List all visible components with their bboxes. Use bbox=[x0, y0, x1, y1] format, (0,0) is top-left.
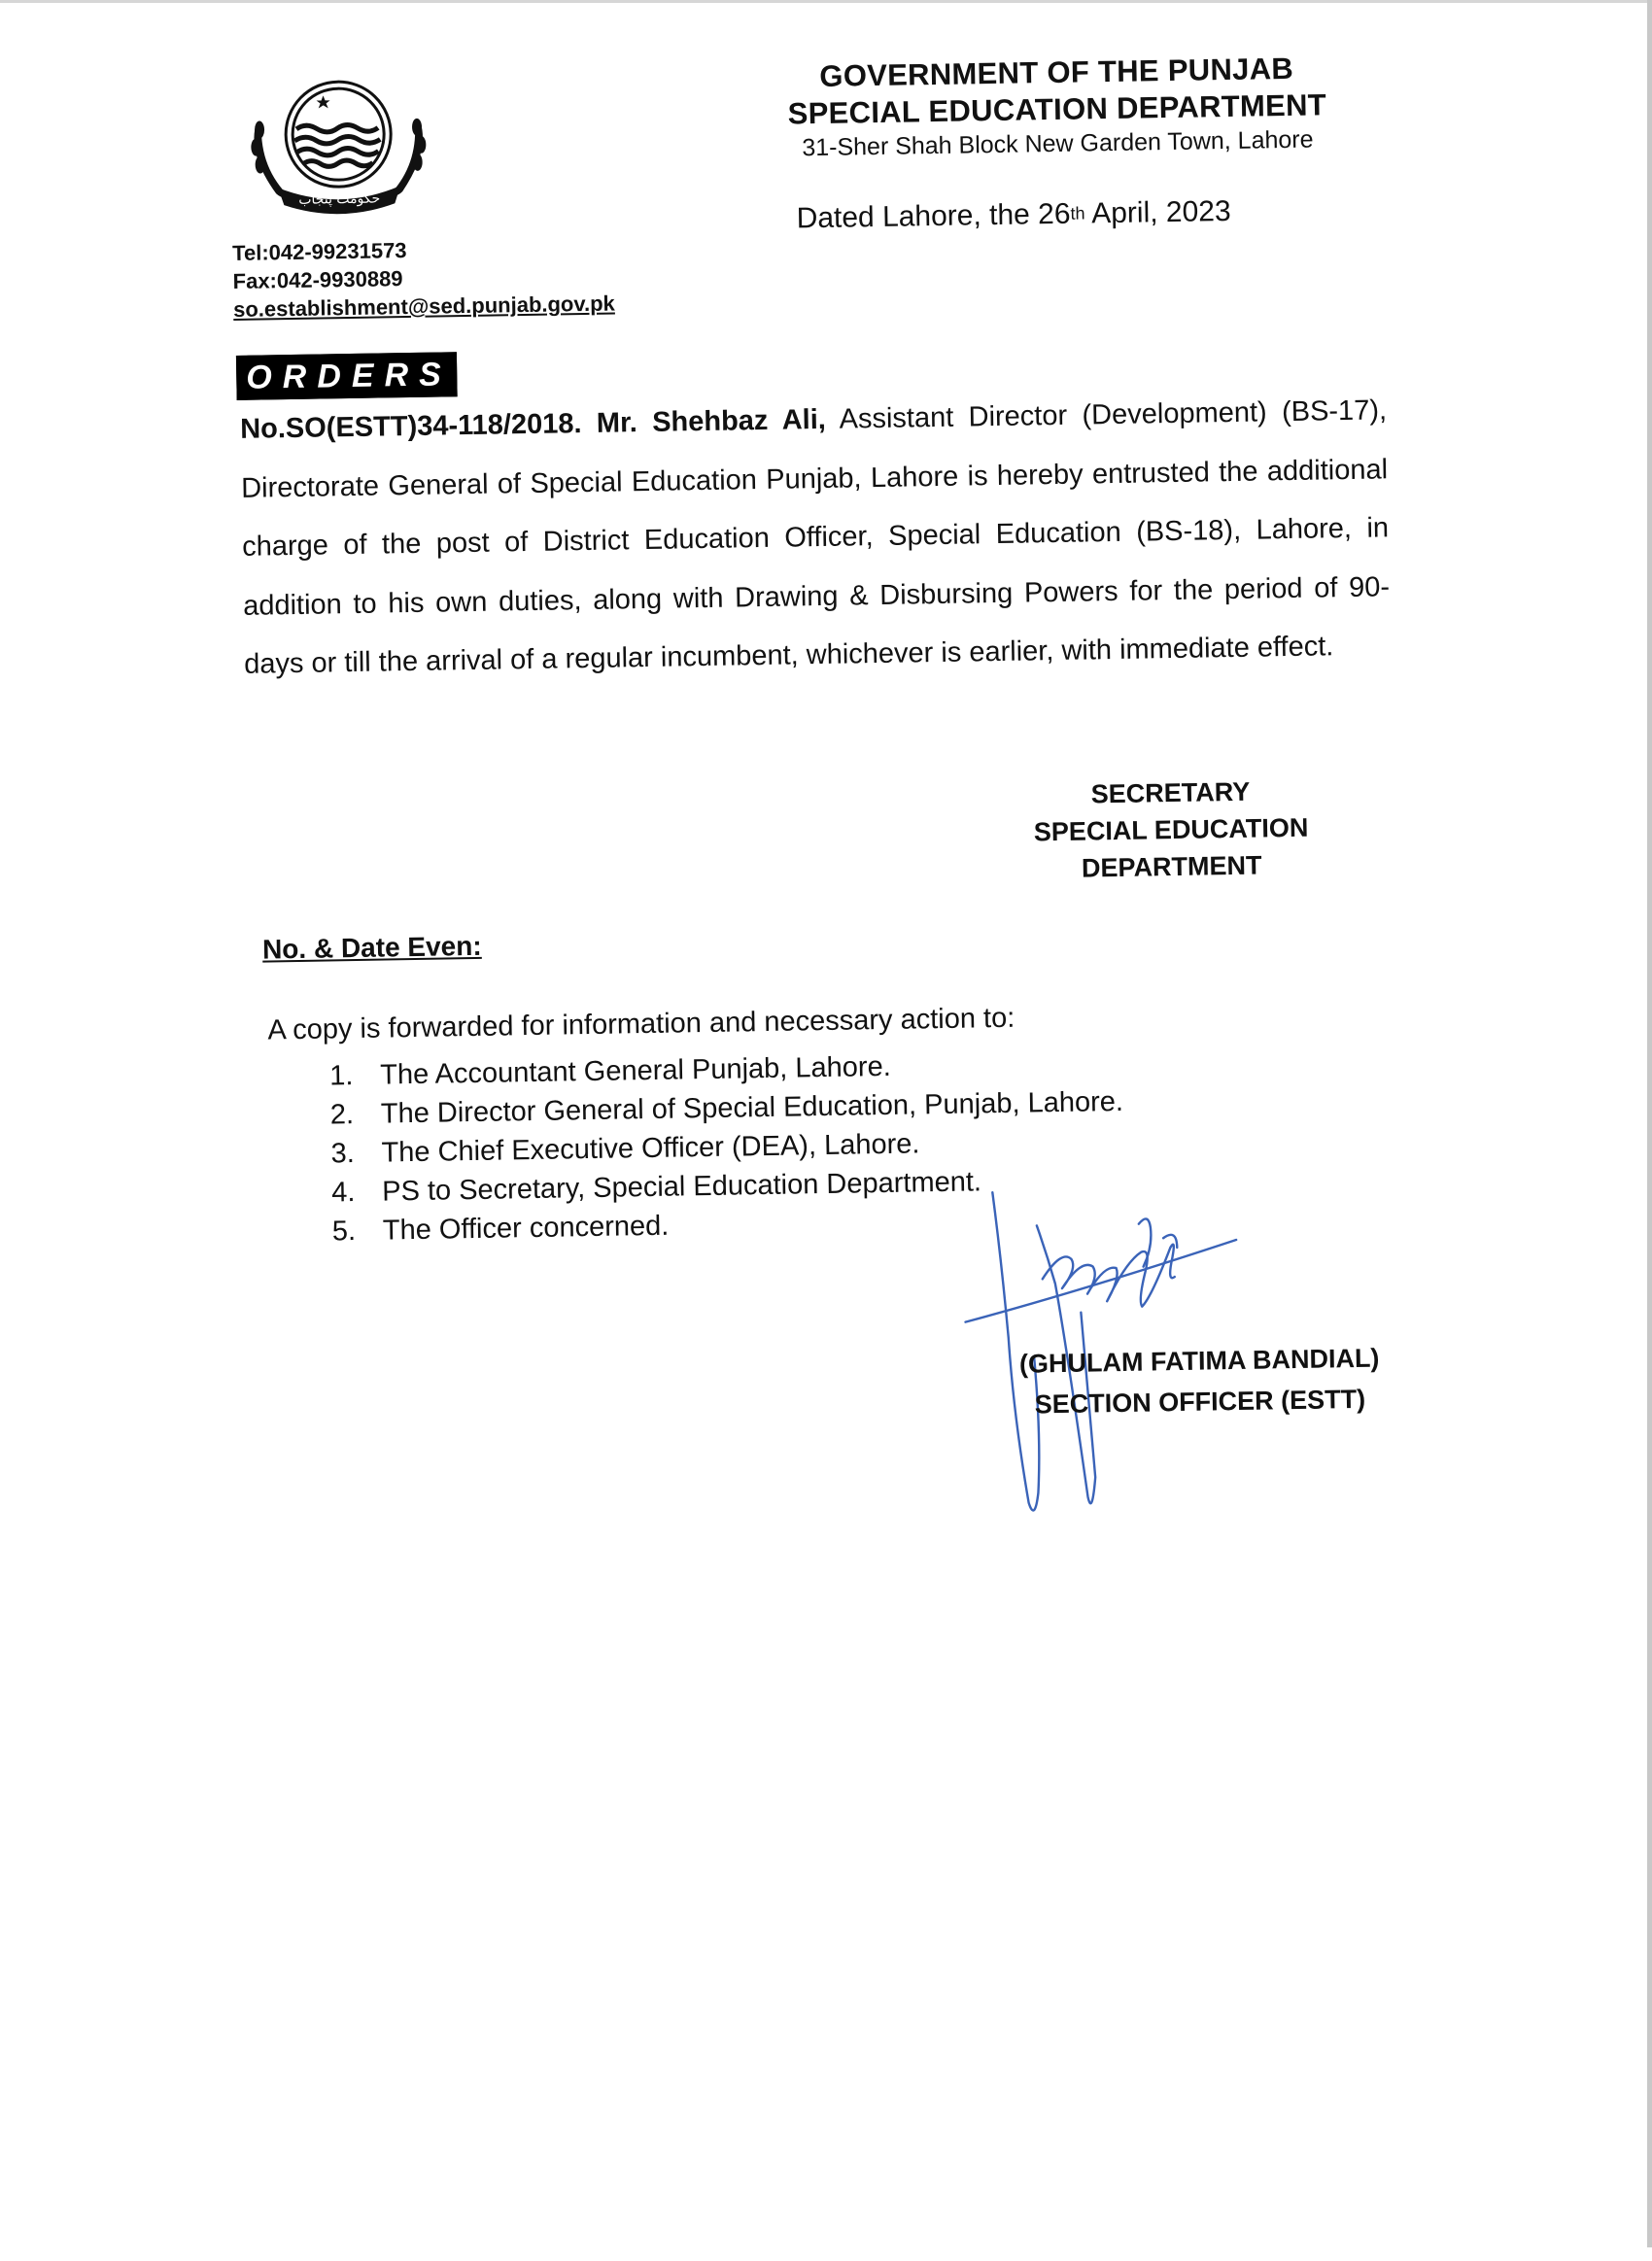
orders-heading: ORDERS bbox=[236, 352, 458, 400]
contact-block bbox=[232, 232, 615, 323]
department-address: 31-Sher Shah Block New Garden Town, Lahore bbox=[802, 125, 1314, 162]
list-text: The Accountant General Punjab, Lahore. bbox=[379, 1050, 892, 1091]
date-prefix: Dated Lahore, the 26 bbox=[796, 197, 1071, 235]
list-number: 4. bbox=[330, 1177, 356, 1209]
department-title: SPECIAL EDUCATION DEPARTMENT bbox=[787, 87, 1327, 131]
secretary-block bbox=[1005, 771, 1337, 888]
list-text: The Officer concerned. bbox=[382, 1210, 670, 1247]
list-number: 2. bbox=[329, 1099, 355, 1131]
order-reference: No.SO(ESTT)34-118/2018. bbox=[239, 408, 582, 445]
list-text: The Chief Executive Officer (DEA), Lahore. bbox=[381, 1128, 920, 1169]
letter-date bbox=[796, 195, 1231, 235]
order-body bbox=[240, 381, 1392, 694]
secretary-line-2: SPECIAL EDUCATION bbox=[1033, 812, 1309, 847]
svg-text:حکومت پنجاب: حکومت پنجاب bbox=[298, 190, 381, 208]
punjab-emblem-icon bbox=[237, 66, 440, 221]
signatory-block bbox=[985, 1337, 1414, 1425]
list-number: 1. bbox=[328, 1060, 354, 1092]
government-title: GOVERNMENT OF THE PUNJAB bbox=[819, 51, 1294, 93]
letterhead-header bbox=[736, 49, 1379, 164]
list-text: The Director General of Special Education, Punjab, Lahore. bbox=[380, 1085, 1124, 1130]
order-text: Assistant Director (Development) (BS-17), Directorate General of Special Education Punjab, Lahore is hereby entrusted the additional charge of the post of District Education Officer, Special Education (BS-18), Lahore, in addition to his own duties, along with Drawing & Disbursing Powers for the period of 90-days or till the arrival of a regular incumbent, whichever is earlier, with immediate effect. bbox=[240, 394, 1391, 680]
secretary-line-1: SECRETARY bbox=[1090, 776, 1251, 809]
list-number: 5. bbox=[331, 1216, 357, 1248]
date-rest: April, 2023 bbox=[1084, 194, 1231, 230]
signatory-name: (GHULAM FATIMA BANDIAL) bbox=[1018, 1343, 1380, 1379]
list-number: 3. bbox=[330, 1138, 356, 1170]
list-text: PS to Secretary, Special Education Department. bbox=[381, 1166, 982, 1208]
date-ordinal: th bbox=[1070, 203, 1085, 223]
telephone: Tel:042-99231573 bbox=[231, 238, 407, 266]
secretary-line-3: DEPARTMENT bbox=[1081, 850, 1262, 883]
date-even-heading: No. & Date Even: bbox=[261, 930, 482, 965]
email-link[interactable]: so.establishment@sed.punjab.gov.pk bbox=[232, 291, 615, 322]
officer-name: Mr. Shehbaz Ali, bbox=[596, 403, 827, 439]
forward-intro: A copy is forwarded for information and necessary action to: bbox=[267, 1002, 1015, 1046]
signatory-designation: SECTION OFFICER (ESTT) bbox=[1034, 1384, 1366, 1420]
fax: Fax:042-9930889 bbox=[232, 266, 403, 293]
